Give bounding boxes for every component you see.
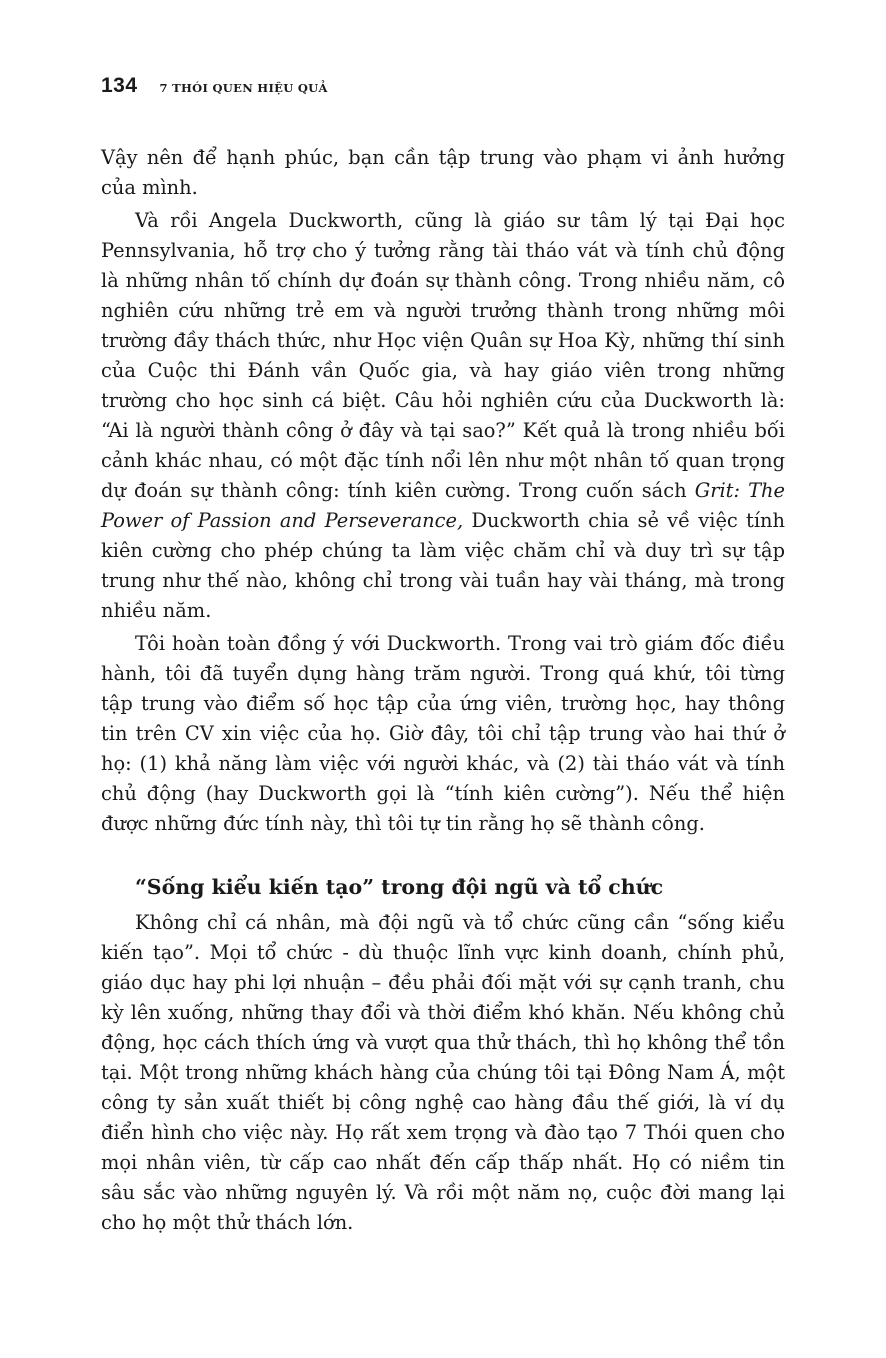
paragraph-1: Vậy nên để hạnh phúc, bạn cần tập trung vào phạm vi ảnh hưởng của mình. [101,146,785,199]
paragraph-2-text: Và rồi Angela Duckworth, cũng là giáo sư tâm lý tại Đại học Pennsylvania, hỗ trợ cho ý tưởng rằng tài tháo vát và tính chủ động là những nhân tố chính dự đoán sự thành công. Trong nhiều năm, cô nghiên cứu những trẻ em và người trưởng thành trong những môi trường đầy thách thức, như Học viện Quân sự Hoa Kỳ, những thí sinh của Cuộc thi Đánh vần Quốc gia, và hay giáo viên trong những trường cho học sinh cá biệt. Câu hỏi nghiên cứu của Duckworth là: “Ai là người thành công ở đây và tại sao?” Kết quả là trong nhiều bối cảnh khác nhau, có một đặc tính nổi lên như một nhân tố quan trọng dự đoán sự thành công: tính kiên cường. Trong cuốn sách [101,209,785,502]
book-title: 7 THÓI QUEN HIỆU QUẢ [159,81,328,95]
page-number: 134 [101,74,138,97]
paragraph-2-end: Duckworth chia sẻ về việc tính kiên cường cho phép chúng ta làm việc chăm chỉ và duy trì sự tập trung như thế nào, không chỉ trong vài tuần hay vài tháng, mà trong nhiều năm. [101,509,785,622]
paragraph-3: Tôi hoàn toàn đồng ý với Duckworth. Trong vai trò giám đốc điều hành, tôi đã tuyển dụng hàng trăm người. Trong quá khứ, tôi từng tập trung vào điểm số học tập của ứng viên, trường học, hay thông tin trên CV xin việc của họ. Giờ đây, tôi chỉ tập trung vào hai thứ ở họ: (1) khả năng làm việc với người khác, và (2) tài tháo vát và tính chủ động (hay Duckworth gọi là “tính kiên cường”). Nếu thể hiện được những đức tính này, thì tôi tự tin rằng họ sẽ thành công. [101,632,785,835]
paragraph-4: Không chỉ cá nhân, mà đội ngũ và tổ chức cũng cần “sống kiểu kiến tạo”. Mọi tổ chức - dù thuộc lĩnh vực kinh doanh, chính phủ, giáo dục hay phi lợi nhuận – đều phải đối mặt với sự cạnh tranh, chu kỳ lên xuống, những thay đổi và thời điểm khó khăn. Nếu không chủ động, học cách thích ứng và vượt qua thử thách, thì họ không thể tồn tại. Một trong những khách hàng của chúng tôi tại Đông Nam Á, một công ty sản xuất thiết bị công nghệ cao hàng đầu thế giới, là ví dụ điển hình cho việc này. Họ rất xem trọng và đào tạo 7 Thói quen cho mọi nhân viên, từ cấp cao nhất đến cấp thấp nhất. Họ có niềm tin sâu sắc vào những nguyên lý. Và rồi một năm nọ, cuộc đời mang lại cho họ một thử thách lớn. [101,911,785,1234]
section-heading: “Sống kiểu kiến tạo” trong đội ngũ và tổ chức [135,875,664,899]
paragraph-2 [101,206,785,626]
running-header [101,74,328,98]
book-title-reference: Grit: The Power of Passion and Perseverance, [101,479,785,532]
body-text [101,143,785,1241]
